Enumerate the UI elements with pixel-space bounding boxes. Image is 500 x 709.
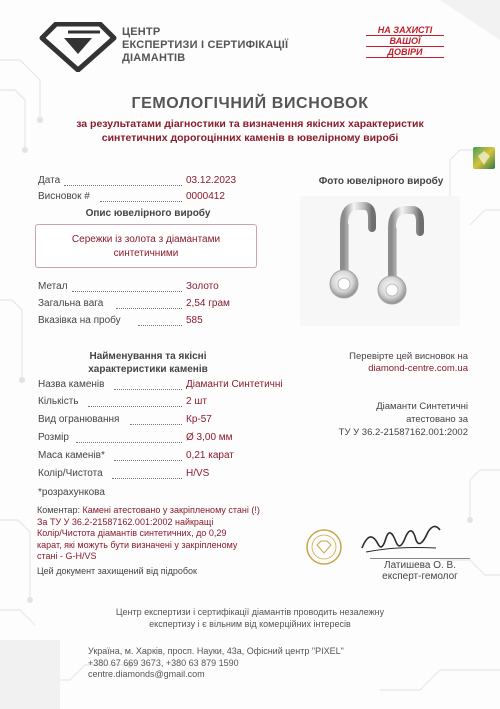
address-line1: Україна, м. Харків, просп. Науки, 43а, Офісний центр "PIXEL" — [88, 646, 344, 656]
address-email[interactable]: centre.diamonds@gmail.com — [88, 669, 205, 679]
metal-label: Метал — [38, 281, 68, 292]
org-name-line2: ЕКСПЕРТИЗИ І СЕРТИФІКАЦІЇ — [122, 39, 289, 51]
diamond-logo-icon — [38, 22, 118, 72]
footer-line1: Центр експертизи і сертифікації діамантів проводить незалежну — [115, 607, 385, 617]
metal-dots — [72, 291, 182, 292]
slogan-line3: ДОВІРИ — [366, 47, 444, 58]
footnote: *розрахункова — [38, 487, 105, 498]
signature-icon — [356, 518, 446, 560]
address-phones: +380 67 669 3673, +380 63 879 1590 — [88, 657, 239, 668]
metal-value: Золото — [186, 281, 219, 292]
stones-row-size-dots — [76, 442, 182, 443]
certified-block — [290, 400, 468, 439]
date-label: Дата — [38, 175, 61, 186]
stones-row-count-label: Кількість — [38, 396, 79, 407]
certified-line3: ТУ У 36.2-21587162.001:2002 — [338, 427, 468, 438]
page-title: ГЕМОЛОГІЧНИЙ ВИСНОВОК — [131, 95, 369, 112]
description-box — [35, 224, 257, 268]
slogan-line1: НА ЗАХИСТІ — [366, 25, 444, 36]
hallmark-value: 585 — [186, 315, 203, 326]
stones-row-cut-dots — [130, 424, 182, 425]
stones-row-size-label: Розмір — [38, 432, 69, 443]
description-line1: Сережки із золота з діамантами — [71, 234, 221, 245]
stones-row-size-value: Ø 3,00 мм — [186, 432, 233, 443]
hologram-icon — [472, 146, 496, 170]
comment-label: Коментар: — [37, 505, 83, 515]
comment-line2: За ТУ У 36.2-21587162.001:2002 найкращі — [37, 516, 214, 527]
hallmark-label: Вказівка на пробу — [38, 315, 121, 326]
weight-label: Загальна вага — [38, 298, 104, 309]
page-subtitle — [0, 117, 500, 145]
comment-block — [37, 505, 317, 577]
weight-dots — [116, 308, 182, 309]
subtitle-line2: синтетичних дорогоцінних каменів в ювелірному виробі — [101, 132, 399, 144]
stones-row-count-value: 2 шт — [186, 396, 207, 407]
weight-value: 2,54 грам — [186, 298, 230, 309]
stones-row-mass-value: 0,21 карат — [186, 450, 234, 461]
stones-row-name-value: Діаманти Синтетичні — [186, 379, 283, 390]
description-heading: Опис ювелірного виробу — [85, 208, 211, 219]
description-line2: синтетичними — [113, 248, 179, 259]
subtitle-line1: за результатами діагностики та визначення якісних характеристик — [76, 118, 424, 130]
stones-row-color-dots — [112, 478, 182, 479]
comment-line5: стані - G-H/VS — [37, 551, 97, 561]
signer-block — [370, 558, 470, 582]
verify-block — [290, 351, 468, 375]
slogan-line2: ВАШОЇ — [366, 36, 444, 47]
stones-heading-line1: Найменування та якісні — [89, 351, 207, 362]
certified-line2: атестовано за — [406, 414, 468, 425]
stones-row-name-dots — [114, 389, 182, 390]
earrings-photo-icon — [300, 196, 460, 326]
stones-row-color-label: Колір/Чистота — [38, 468, 103, 479]
stones-row-cut-label: Вид огранювання — [38, 414, 120, 425]
hallmark-dots — [138, 325, 182, 326]
date-value: 03.12.2023 — [186, 175, 237, 186]
stones-heading-line2: характеристики каменів — [88, 364, 208, 375]
number-label: Висновок # — [38, 191, 90, 202]
stones-row-count-dots — [88, 406, 182, 407]
footer-line2: експертизу і є вільним від комерційних інтересів — [149, 619, 351, 629]
stones-row-color-value: H/VS — [186, 468, 210, 479]
stones-row-cut-value: Кр-57 — [186, 414, 212, 425]
signer-role: експерт-гемолог — [382, 571, 458, 582]
stones-row-mass-label: Маса каменів* — [38, 450, 105, 461]
signer-name: Латишева О. В. — [370, 558, 470, 571]
verify-line1: Перевірте цей висновок на — [349, 351, 468, 362]
stones-row-mass-dots — [114, 460, 182, 461]
comment-line1: Камені атестовано у закріпленому стані (!) — [82, 505, 260, 515]
org-name-line1: ЦЕНТР — [122, 26, 161, 38]
stones-heading — [38, 350, 258, 376]
stamp-seal-icon — [305, 528, 343, 566]
comment-line4: карат, які можуть бути визначені у закріпленому — [37, 539, 238, 550]
comment-line3: Колір/Чистота діамантів синтетичних, до 0,29 — [37, 528, 227, 538]
org-name — [122, 26, 288, 65]
comment-line6: Цей документ захищений від підробок — [37, 565, 197, 576]
address-block — [88, 646, 408, 681]
org-name-line3: ДІАМАНТІВ — [122, 52, 186, 64]
number-value: 0000412 — [186, 191, 225, 202]
photo-title: Фото ювелірного виробу — [318, 176, 444, 187]
slogan — [366, 25, 444, 58]
certified-line1: Діаманти Синтетичні — [376, 401, 468, 412]
date-dots — [64, 185, 182, 186]
number-dots — [100, 201, 182, 202]
stones-row-name-label: Назва каменів — [38, 379, 105, 390]
verify-link[interactable]: diamond-centre.com.ua — [368, 363, 468, 374]
footer-statement — [70, 606, 430, 640]
